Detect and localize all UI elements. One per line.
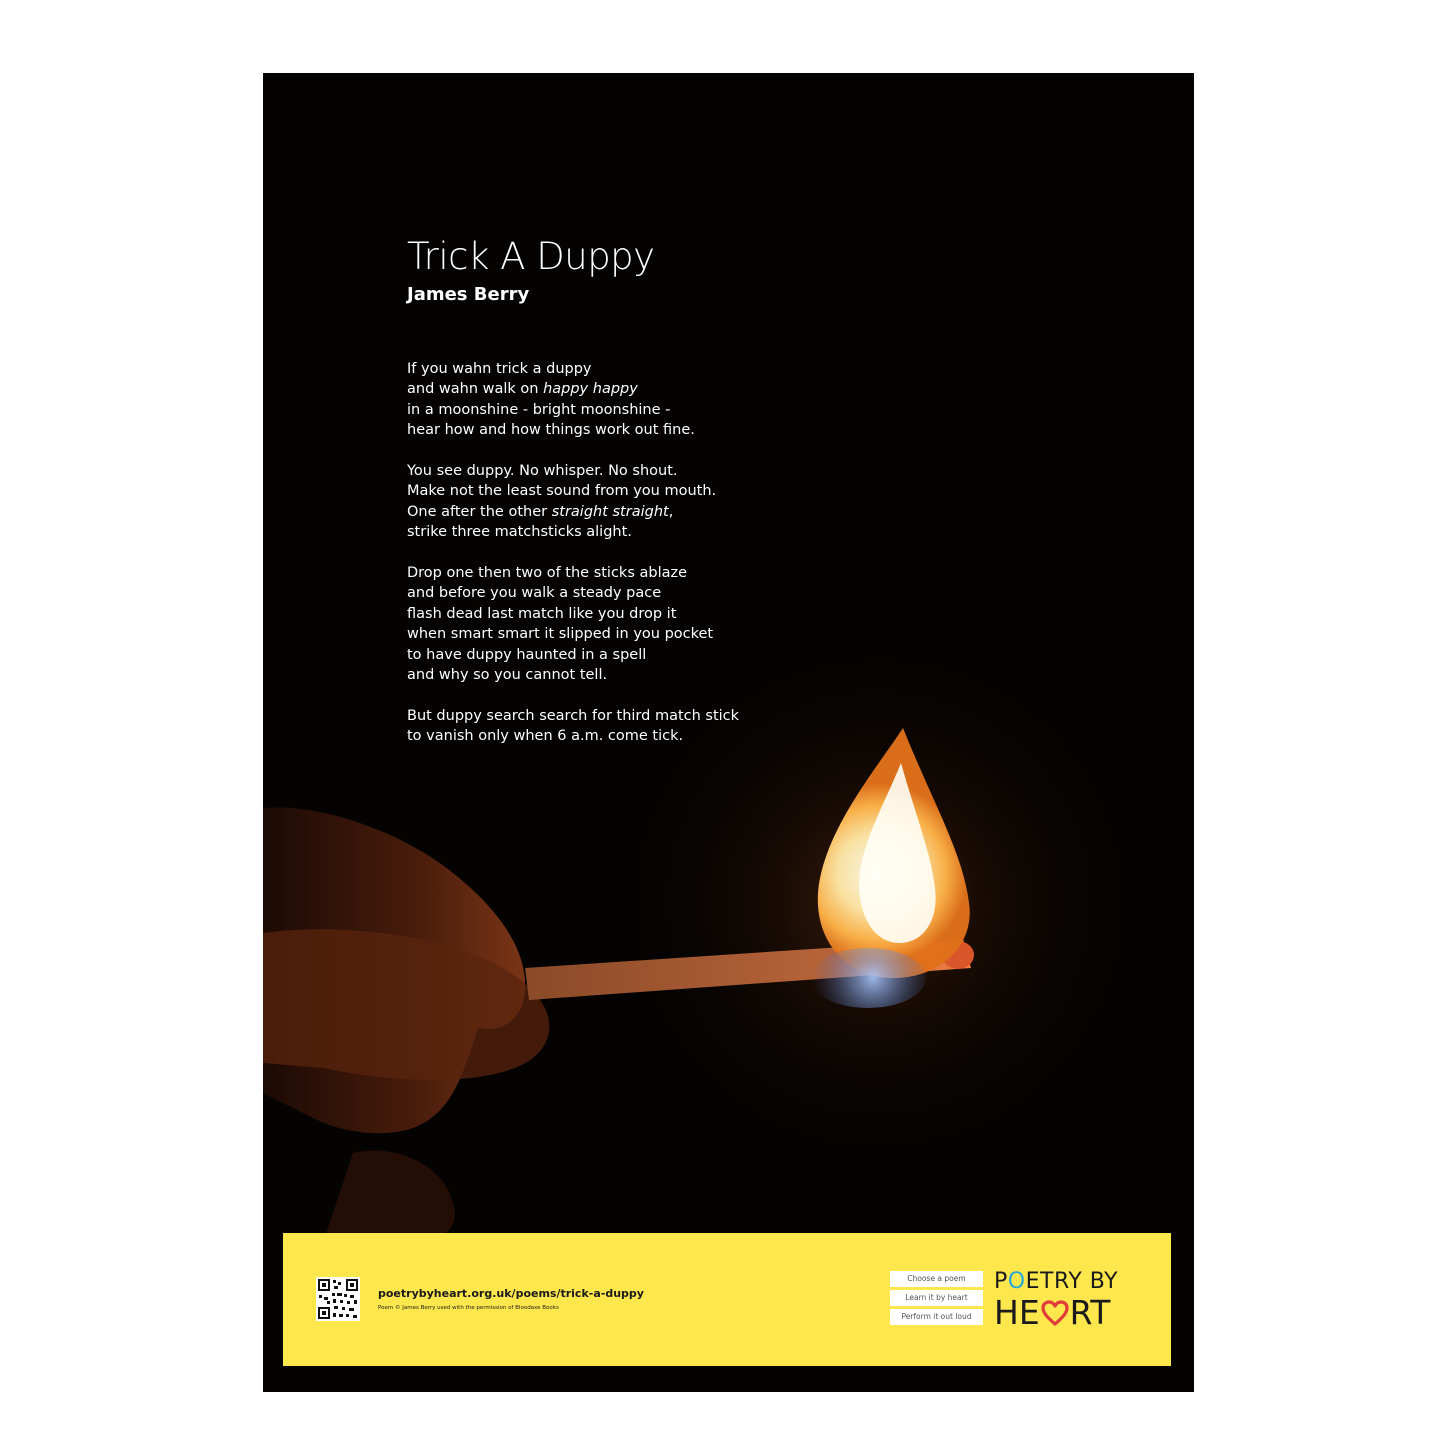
poem-url-link[interactable]: poetrybyheart.org.uk/poems/trick-a-duppy [378, 1287, 644, 1300]
poem-line [407, 420, 807, 440]
footer-banner [283, 1233, 1171, 1366]
poem-body [407, 359, 807, 767]
poem-line [407, 400, 807, 420]
qr-code[interactable] [316, 1277, 360, 1321]
heart-icon [1040, 1299, 1070, 1327]
step-choose: Choose a poem [890, 1271, 983, 1287]
poem-line-text: But duppy search search for third match stick [407, 707, 740, 724]
poem-line-text: to have duppy haunted in a spell [407, 646, 647, 663]
steps-list [890, 1271, 983, 1328]
poem-title: Trick A Duppy [407, 235, 655, 278]
poem-line [407, 461, 807, 481]
logo-letter-p: P [994, 1269, 1008, 1294]
poem-line [407, 624, 807, 644]
poem-line [407, 563, 807, 583]
poem-line [407, 359, 807, 379]
poem-line-text: and why so you cannot tell. [407, 667, 608, 684]
poem-line-italic: happy happy [543, 381, 638, 398]
poem-line-text: You see duppy. No whisper. No shout. [407, 463, 678, 480]
poem-line [407, 706, 807, 726]
poem-line-text: hear how and how things work out fine. [407, 422, 695, 439]
poem-line-italic: straight straight [551, 503, 669, 520]
logo-line-1 [994, 1269, 1136, 1295]
poem-line [407, 645, 807, 665]
poem-line-text: when smart smart it slipped in you pocket [407, 626, 714, 643]
poem-line [407, 481, 807, 501]
logo-line-2-start: HE [994, 1293, 1040, 1332]
logo-line-1-rest: ETRY BY [1025, 1269, 1119, 1294]
permission-credit: Poem © James Berry used with the permission of Bloodaxe Books [378, 1305, 559, 1311]
poem-line-text: flash dead last match like you drop it [407, 605, 677, 622]
poem-line-text: to vanish only when 6 a.m. come tick. [407, 728, 684, 745]
poem-line-text: If you wahn trick a duppy [407, 361, 592, 377]
poem-line [407, 379, 807, 399]
logo-letter-o: O [1007, 1269, 1026, 1294]
poem-stanza [407, 706, 807, 747]
poem-author: James Berry [407, 284, 530, 305]
poem-line [407, 502, 807, 522]
poem-line-text: strike three matchsticks alight. [407, 524, 632, 541]
poem-line [407, 583, 807, 603]
poem-line-text: and wahn walk on [407, 381, 544, 398]
poem-line [407, 604, 807, 624]
poem-line-text: and before you walk a steady pace [407, 585, 662, 602]
poem-line-text: Make not the least sound from you mouth. [407, 483, 717, 500]
poem-stanza [407, 461, 807, 543]
logo-line-2 [994, 1295, 1136, 1331]
poem-line [407, 665, 807, 685]
poetry-by-heart-logo [994, 1269, 1136, 1333]
poem-line-text: Drop one then two of the sticks ablaze [407, 565, 688, 582]
poem-line [407, 522, 807, 542]
poem-poster [263, 73, 1194, 1392]
step-perform: Perform it out loud [890, 1309, 983, 1325]
poem-stanza [407, 359, 807, 441]
poem-line-text: in a moonshine - bright moonshine - [407, 401, 671, 418]
poem-stanza [407, 563, 807, 685]
step-learn: Learn it by heart [890, 1290, 983, 1306]
logo-line-2-end: RT [1069, 1293, 1111, 1332]
poem-line-text: , [668, 503, 674, 520]
poem-line [407, 726, 807, 746]
poem-line-text: One after the other [407, 503, 552, 520]
